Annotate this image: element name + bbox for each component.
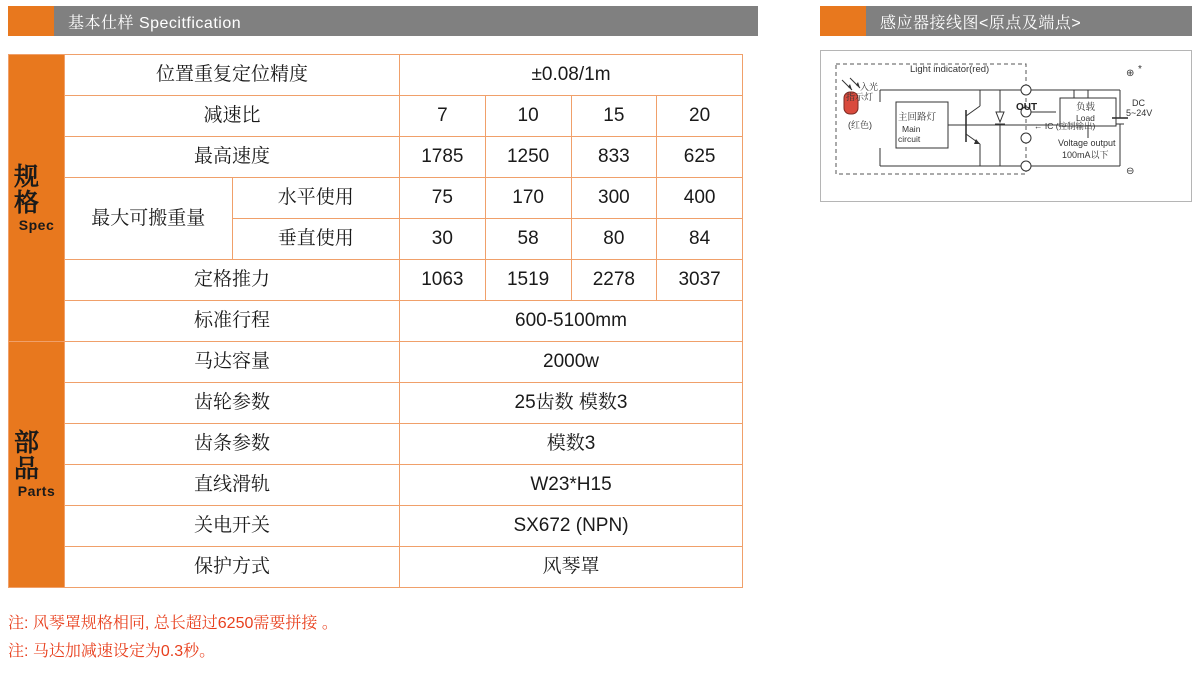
section-header-left-label: 基本仕样 Specitfication <box>54 6 758 36</box>
svg-text:*: * <box>1138 64 1142 75</box>
cell-reduction-ratio-4: 20 <box>657 96 743 137</box>
cell-payload-v-2: 58 <box>485 219 571 260</box>
table-row <box>9 178 743 219</box>
label-ic-output: ← IC (控制输出) <box>1034 121 1096 131</box>
cell-max-speed-2: 1250 <box>485 137 571 178</box>
section-header-right-label: 感应器接线图<原点及端点> <box>866 6 1192 36</box>
table-row <box>9 55 743 96</box>
svg-text:⊖: ⊖ <box>1126 166 1135 177</box>
label-dc-range: 5~24V <box>1126 108 1153 118</box>
row-name-motor-capacity: 马达容量 <box>65 342 400 383</box>
cell-reduction-ratio-3: 15 <box>571 96 657 137</box>
table-row <box>9 342 743 383</box>
label-light-indicator: Light indicator(red) <box>910 64 990 75</box>
row-subname-vertical: 垂直使用 <box>232 219 400 260</box>
accent-swatch-left <box>8 6 54 36</box>
label-in-light-1: 入光 <box>860 82 879 92</box>
row-value-motor-capacity: 2000w <box>400 342 743 383</box>
label-main-circuit-en1: Main <box>902 124 921 134</box>
notes-block <box>8 610 338 666</box>
cell-max-speed-3: 833 <box>571 137 657 178</box>
table-row <box>9 424 743 465</box>
row-name-max-payload: 最大可搬重量 <box>65 178 233 260</box>
row-name-protection: 保护方式 <box>65 547 400 588</box>
label-load-en: Load <box>1076 113 1095 123</box>
row-name-reduction-ratio: 减速比 <box>65 96 400 137</box>
table-row <box>9 547 743 588</box>
table-row <box>9 301 743 342</box>
section-header-specification <box>8 6 758 36</box>
row-name-linear-guide: 直线滑轨 <box>65 465 400 506</box>
label-main-circuit-en2: circuit <box>898 134 921 144</box>
specification-table <box>8 54 743 588</box>
wiring-diagram-svg <box>820 50 1192 210</box>
note-line-2: 注: 马达加减速设定为0.3秒。 <box>8 643 216 660</box>
cell-payload-v-3: 80 <box>571 219 657 260</box>
row-value-gear-params: 25齿数 模数3 <box>400 383 743 424</box>
cell-payload-v-1: 30 <box>400 219 486 260</box>
label-load-cn: 负载 <box>1076 102 1096 113</box>
row-name-max-speed: 最高速度 <box>65 137 400 178</box>
row-value-rack-params: 模数3 <box>400 424 743 465</box>
group-label-spec-en: Spec <box>18 216 55 233</box>
row-name-rack-params: 齿条参数 <box>65 424 400 465</box>
label-dc: DC <box>1132 98 1145 108</box>
cell-reduction-ratio-2: 10 <box>485 96 571 137</box>
group-label-spec <box>9 55 65 342</box>
table-row <box>9 506 743 547</box>
specification-table-wrapper <box>8 54 743 588</box>
row-name-rated-thrust: 定格推力 <box>65 260 400 301</box>
label-main-circuit-cn: 主回路灯 <box>898 112 937 123</box>
cell-payload-h-3: 300 <box>571 178 657 219</box>
label-out: OUT <box>1016 102 1038 113</box>
table-row <box>9 137 743 178</box>
cell-thrust-4: 3037 <box>657 260 743 301</box>
row-value-limit-switch: SX672 (NPN) <box>400 506 743 547</box>
cell-thrust-3: 2278 <box>571 260 657 301</box>
table-row <box>9 465 743 506</box>
cell-reduction-ratio-1: 7 <box>400 96 486 137</box>
wiring-diagram <box>820 50 1192 210</box>
group-label-spec-cn: 规格 <box>10 162 39 215</box>
label-voltage-output: Voltage output <box>1058 138 1116 148</box>
row-name-position-accuracy: 位置重复定位精度 <box>65 55 400 96</box>
row-name-standard-stroke: 标准行程 <box>65 301 400 342</box>
cell-max-speed-1: 1785 <box>400 137 486 178</box>
svg-text:⊕: ⊕ <box>1126 68 1135 79</box>
cell-payload-v-4: 84 <box>657 219 743 260</box>
cell-payload-h-1: 75 <box>400 178 486 219</box>
accent-swatch-right <box>820 6 866 36</box>
row-name-gear-params: 齿轮参数 <box>65 383 400 424</box>
row-value-linear-guide: W23*H15 <box>400 465 743 506</box>
label-in-light-2: 指示灯 <box>846 92 874 102</box>
cell-payload-h-2: 170 <box>485 178 571 219</box>
table-row <box>9 260 743 301</box>
row-name-limit-switch: 关电开关 <box>65 506 400 547</box>
table-row <box>9 96 743 137</box>
row-value-position-accuracy: ±0.08/1m <box>400 55 743 96</box>
row-subname-horizontal: 水平使用 <box>232 178 400 219</box>
group-label-parts-en: Parts <box>17 483 56 500</box>
cell-max-speed-4: 625 <box>657 137 743 178</box>
label-current: 100mA以下 <box>1062 150 1109 160</box>
cell-payload-h-4: 400 <box>657 178 743 219</box>
cell-thrust-1: 1063 <box>400 260 486 301</box>
table-row <box>9 383 743 424</box>
row-value-standard-stroke: 600-5100mm <box>400 301 743 342</box>
row-value-protection: 风琴罩 <box>400 547 743 588</box>
group-label-parts <box>9 342 65 588</box>
group-label-parts-cn: 部品 <box>10 429 39 482</box>
section-header-wiring <box>820 6 1192 36</box>
label-in-light-3: (红色) <box>848 120 872 130</box>
note-line-1: 注: 风琴罩规格相同, 总长超过6250需要拼接 。 <box>8 615 338 632</box>
cell-thrust-2: 1519 <box>485 260 571 301</box>
